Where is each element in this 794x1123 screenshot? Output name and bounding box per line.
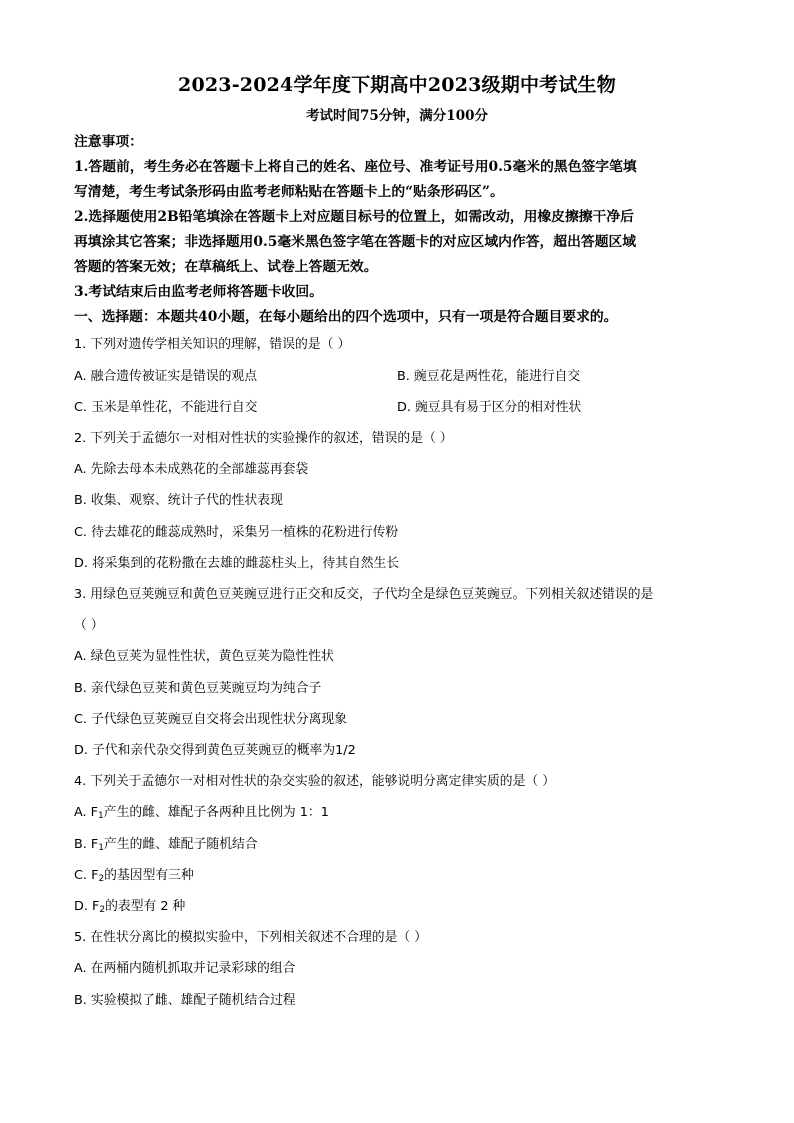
option-b [74,833,258,853]
option-a: A. 绿色豆荚为显性性状，黄色豆荚为隐性性状 [74,649,334,664]
notice-heading: 注意事项： [74,134,143,150]
exam-title: 2023-2024学年度下期高中2023级期中考试生物 [178,74,616,96]
subscript: 1 [98,811,104,821]
question-stem: 2. 下列关于孟德尔一对相对性状的实验操作的叙述，错误的是（ ） [74,431,453,446]
subscript: 1 [98,843,105,853]
option-text: 的表型有 2 种 [105,899,186,914]
notice-line: 再填涂其它答案；非选择题用0.5毫米黑色签字笔在答题卡的对应区域内作答，超出答题区域 [74,234,637,250]
option-b: B. 亲代绿色豆荚和黄色豆荚豌豆均为纯合子 [74,681,322,696]
option-text: 产生的雌、雄配子随机结合 [104,837,258,852]
exam-subtitle: 考试时间75分钟，满分100分 [306,108,488,124]
option-a: A. 先除去母本未成熟花的全部雄蕊再套袋 [74,462,309,477]
option-c: C. 子代绿色豆荚豌豆自交将会出现性状分离现象 [74,712,348,727]
question-stem: 4. 下列关于孟德尔一对相对性状的杂交实验的叙述，能够说明分离定律实质的是（ ） [74,774,556,789]
option-d: D. 子代和亲代杂交得到黄色豆荚豌豆的概率为1/2 [74,743,356,758]
option-d [74,895,185,915]
notice-line: 3.考试结束后由监考老师将答题卡收回。 [74,284,323,300]
notice-line: 写清楚，考生考试条形码由监考老师粘贴在答题卡上的“贴条形码区”。 [74,184,504,200]
option-label: B. F [74,837,99,852]
question-stem: 5. 在性状分离比的模拟实验中，下列相关叙述不合理的是（ ） [74,930,428,945]
option-a [74,801,329,821]
question-stem: 1. 下列对遗传学相关知识的理解，错误的是（ ） [74,337,351,352]
subscript: 2 [98,874,105,884]
option-d: D. 豌豆具有易于区分的相对性状 [397,400,582,415]
notice-line: 答题的答案无效；在草稿纸上、试卷上答题无效。 [74,259,378,275]
option-a: A. 融合遗传被证实是错误的观点 [74,369,258,384]
subscript: 2 [99,905,106,915]
option-d: D. 将采集到的花粉撒在去雄的雌蕊柱头上，待其自然生长 [74,556,400,571]
option-text: 产生的雌、雄配子各两种且比例为 1：1 [103,805,329,820]
option-b: B. 收集、观察、统计子代的性状表现 [74,493,283,508]
option-c [74,864,194,884]
option-label: A. F [74,805,99,820]
option-b: B. 实验模拟了雌、雄配子随机结合过程 [74,993,296,1008]
option-c: C. 待去雄花的雌蕊成熟时，采集另一植株的花粉进行传粉 [74,525,399,540]
option-a: A. 在两桶内随机抓取并记录彩球的组合 [74,961,296,976]
option-label: D. F [74,899,100,914]
question-stem: 3. 用绿色豆荚豌豆和黄色豆荚豌豆进行正交和反交，子代均全是绿色豆荚豌豆。下列相关叙述错误的是 [74,587,654,602]
notice-line: 1.答题前，考生务必在答题卡上将自己的姓名、座位号、准考证号用0.5毫米的黑色签字笔填 [74,159,637,175]
notice-line: 2.选择题使用2B铅笔填涂在答题卡上对应题目标号的位置上，如需改动，用橡皮擦擦干净后 [74,209,634,225]
section-heading: 一、选择题：本题共40小题，在每小题给出的四个选项中，只有一项是符合题目要求的。 [74,309,618,325]
answer-paren: （ ） [74,618,104,633]
option-c: C. 玉米是单性花，不能进行自交 [74,400,258,415]
option-label: C. F [74,868,99,883]
option-text: 的基因型有三种 [104,868,194,883]
option-b: B. 豌豆花是两性花，能进行自交 [397,369,581,384]
